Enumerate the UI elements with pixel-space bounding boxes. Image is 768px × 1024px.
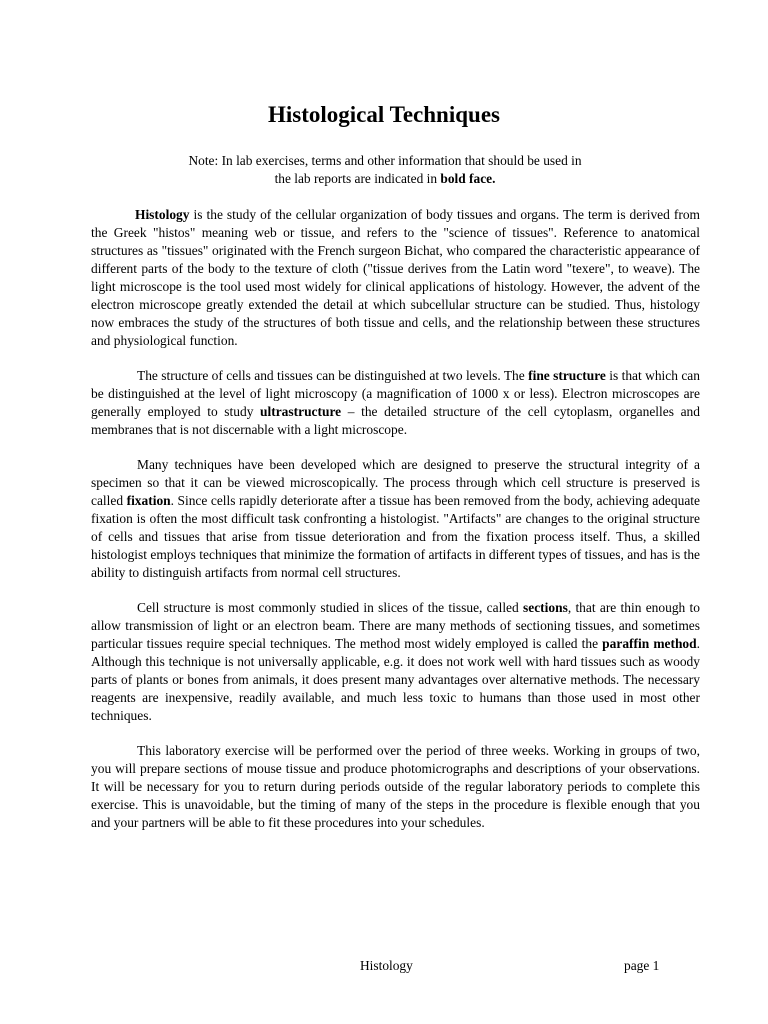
- body-text: [91, 206, 700, 849]
- paragraph-text: – the detailed structure of the cell cytoplasm, organelles and membranes that is not discernable with a light microscope.: [91, 404, 700, 437]
- paragraph-text: is the study of the cellular organization of body tissues and organs. The term is derived from the Greek "histos" meaning web or tissue, and refers to the "science of tissues". Reference to anatomical structures as "tissues" originated with the French surgeon Bichat, who compared the characteristic appearance of different parts of the body to the texture of cloth ("tissue derives from the Latin word "texere", to weave). The light microscope is the tool used most widely for clinical applications of histology. However, the advent of the electron microscope greatly extended the detail at which subcellular structure can be studied. Thus, histology now embraces the study of the structures of both tissue and cells, and the relationship between these structures and physiological function.: [91, 207, 700, 348]
- page-title: Histological Techniques: [268, 102, 500, 127]
- bold-term: Histology: [135, 207, 190, 222]
- note-bold-face: bold face.: [440, 171, 496, 186]
- bold-term: ultrastructure: [260, 404, 342, 419]
- bold-term: paraffin method: [602, 636, 697, 651]
- page-number: page 1: [624, 958, 660, 973]
- paragraph: [91, 367, 700, 439]
- paragraph-text: , that are thin enough to allow transmission of light or an electron beam. There are many methods of sectioning tissues, and sometimes particular tissues require special techniques. The method most widely employed is called the: [91, 600, 700, 651]
- bold-term: fine structure: [528, 368, 606, 383]
- note-line-2-text: the lab reports are indicated in: [274, 171, 441, 186]
- paragraph-text: . Although this technique is not universally applicable, e.g. it does not work well with hard tissues such as woody parts of plants or bones from animals, it does present many advantages over alternative methods. The necessary reagents are inexpensive, readily available, and much less toxic to humans than those used in most other techniques.: [91, 636, 700, 723]
- note-line-1: Note: In lab exercises, terms and other information that should be used in: [188, 153, 582, 168]
- paragraph: [91, 206, 700, 350]
- paragraph-text: is that which can be distinguished at the level of light microscopy (a magnification of 1000 x or less). Electron microscopes are generally employed to study: [91, 368, 700, 419]
- bold-term: fixation: [126, 493, 171, 508]
- paragraph: [91, 742, 700, 832]
- note-line-2: [90, 170, 680, 188]
- note-block: [90, 152, 680, 188]
- paragraph-text: The structure of cells and tissues can be distinguished at two levels. The: [137, 368, 529, 383]
- footer-title: Histology: [360, 958, 413, 973]
- paragraph-text: This laboratory exercise will be performed over the period of three weeks. Working in groups of two, you will prepare sections of mouse tissue and produce photomicrographs and descriptions of your observations. It will be necessary for you to return during periods outside of the regular laboratory periods to complete this exercise. This is unavoidable, but the timing of many of the steps in the procedure is flexible enough that you and your partners will be able to fit these procedures into your schedules.: [91, 743, 700, 830]
- paragraph-text: . Since cells rapidly deteriorate after a tissue has been removed from the body, achieving adequate fixation is often the most difficult task confronting a histologist. "Artifacts" are changes to the original structure of cells and tissues that arise from tissue deterioration and from the fixation process itself. Thus, a skilled histologist employs techniques that minimize the formation of artifacts in different types of tissues, and has is the ability to distinguish artifacts from normal cell structures.: [91, 493, 700, 580]
- paragraph-text: Cell structure is most commonly studied in slices of the tissue, called: [137, 600, 524, 615]
- paragraph-text: Many techniques have been developed which are designed to preserve the structural integrity of a specimen so that it can be viewed microscopically. The process through which cell structure is preserved is called: [91, 457, 700, 508]
- paragraph: [91, 599, 700, 725]
- paragraph: [91, 456, 700, 582]
- bold-term: sections: [523, 600, 568, 615]
